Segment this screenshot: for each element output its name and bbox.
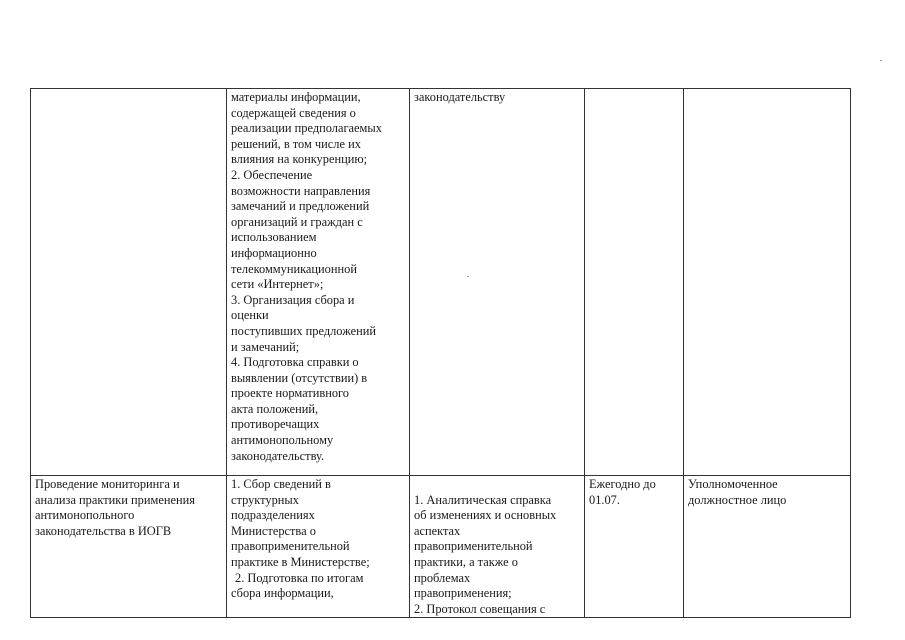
cell-text-line: антимонопольного — [35, 508, 135, 523]
cell-text-line: законодательству — [414, 90, 506, 104]
table-cell-result — [410, 476, 585, 618]
cell-text-line: телекоммуникационной — [231, 261, 357, 276]
table-cell-responsible — [684, 476, 851, 618]
table-row — [31, 89, 851, 476]
plan-table — [30, 88, 851, 618]
cell-text-line: 01.07. — [589, 492, 620, 507]
cell-text-line: акта положений, — [231, 401, 319, 416]
cell-text-line: анализа практики применения — [35, 492, 195, 507]
cell-text-line: 4. Подготовка справки о — [231, 355, 359, 370]
cell-text-line: Ежегодно до — [589, 477, 656, 491]
cell-text-line: Министерства о — [231, 523, 316, 538]
cell-text-line: 1. Аналитическая справка — [414, 492, 552, 507]
cell-text-line: об изменениях и основных — [414, 508, 557, 523]
cell-text-line: Проведение мониторинга и — [35, 477, 180, 491]
cell-text-line: практике в Министерстве; — [231, 554, 370, 569]
table-cell-actions — [227, 476, 410, 618]
table-cell-deadline — [585, 89, 684, 476]
cell-text-line: проблемах — [414, 570, 471, 585]
table-cell-measure — [31, 476, 227, 618]
cell-text-line: структурных — [231, 492, 299, 507]
cell-text-line: правоприменительной — [231, 539, 350, 554]
table-cell-measure — [31, 89, 227, 476]
cell-text-line: подразделениях — [231, 508, 315, 523]
table-row — [31, 476, 851, 618]
cell-text-line — [414, 477, 580, 493]
cell-text-line: 3. Организация сбора и — [231, 292, 355, 307]
cell-text-line: поступивших предложений — [231, 323, 376, 338]
cell-text-line: правоприменения; — [414, 586, 512, 601]
cell-text-line: законодательства в ИОГВ — [35, 523, 172, 538]
cell-text-line: решений, в том числе их — [231, 136, 361, 151]
cell-text-line: 2. Подготовка по итогам — [235, 570, 364, 585]
cell-text-line: сети «Интернет»; — [231, 277, 324, 292]
cell-text-line: материалы информации, — [231, 90, 361, 104]
cell-text-line: влияния на конкуренцию; — [231, 152, 368, 167]
cell-text-line: выявлении (отсутствии) в — [231, 370, 368, 385]
cell-text-line: 2. Протокол совещания с — [414, 601, 546, 616]
scan-speck — [467, 276, 469, 277]
cell-text-line: оценки — [231, 308, 269, 323]
cell-text-line: реализации предполагаемых — [231, 121, 382, 136]
table-cell-result — [410, 89, 585, 476]
cell-text-line: 2. Обеспечение — [231, 167, 313, 182]
cell-text-line: должностное лицо — [688, 492, 787, 507]
scan-speck — [880, 60, 882, 61]
cell-text-line: проекте нормативного — [231, 386, 350, 401]
cell-text-line: аспектах — [414, 523, 461, 538]
cell-text-line: возможности направления — [231, 183, 371, 198]
cell-text-line: организаций и граждан с — [231, 214, 363, 229]
table-cell-responsible — [684, 89, 851, 476]
cell-text-line: правоприменительной — [414, 539, 533, 554]
cell-text-line: и замечаний; — [231, 339, 300, 354]
cell-text-line: противоречащих — [231, 417, 320, 432]
cell-text-line: практики, а также о — [414, 554, 518, 569]
cell-text-line: содержащей сведения о — [231, 105, 356, 120]
cell-text-line: использованием — [231, 230, 317, 245]
cell-text-line: сбора информации, — [231, 586, 334, 601]
cell-text-line: законодательству. — [231, 448, 325, 463]
table-cell-deadline — [585, 476, 684, 618]
cell-text-line: информационно — [231, 245, 317, 260]
cell-text-line: замечаний и предложений — [231, 199, 370, 214]
cell-text-line: 1. Сбор сведений в — [231, 477, 331, 491]
cell-text-line: антимонопольному — [231, 433, 334, 448]
table-cell-actions — [227, 89, 410, 476]
cell-text-line: Уполномоченное — [688, 477, 778, 491]
